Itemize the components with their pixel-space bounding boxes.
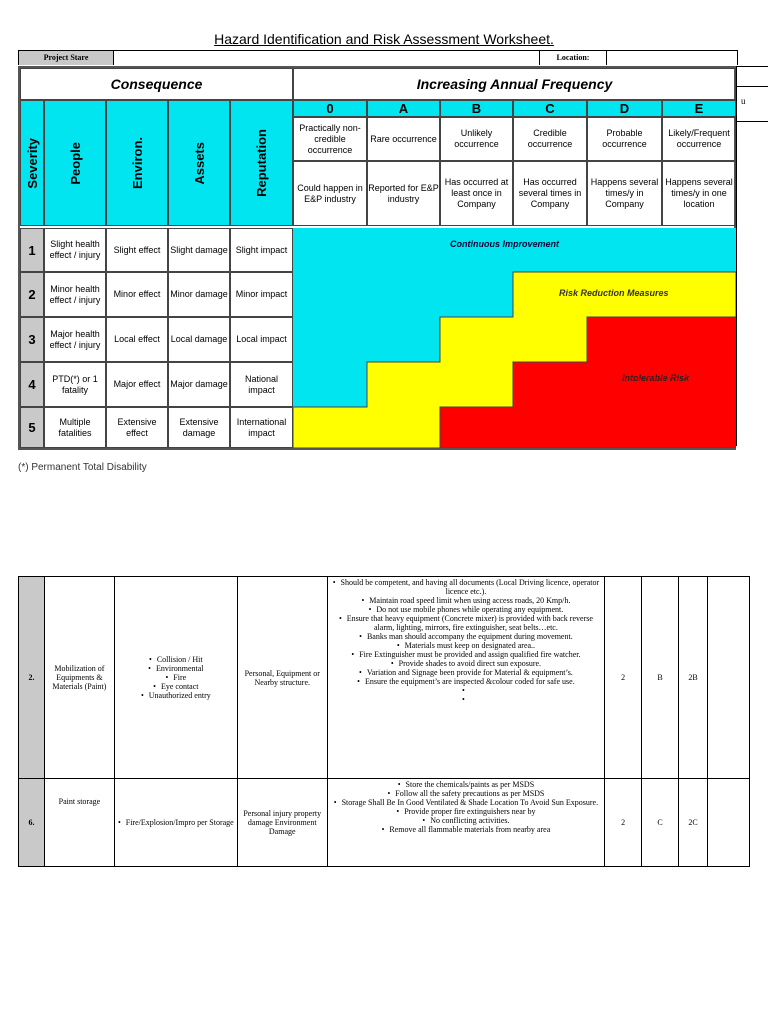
risk-cell: 2C — [679, 779, 708, 867]
row5-people: Multiple fatalities — [44, 407, 106, 448]
severity-2: 2 — [20, 272, 44, 317]
likelihood-cell: B — [642, 577, 679, 779]
freq-desc-a: Rare occurrence — [367, 117, 440, 161]
freq-desc-b: Unlikely occurrence — [440, 117, 513, 161]
hazard-item: • Environmental — [117, 664, 235, 673]
right-edge-strip — [736, 66, 768, 446]
freq-desc-0: Practically non-credible occurrence — [293, 117, 367, 161]
table-row — [19, 577, 750, 779]
control-item: • Store the chemicals/paints as per MSDS — [330, 780, 603, 789]
effects-cell: Personal, Equipment or Nearby structure. — [237, 577, 327, 779]
freq-detail-c: Has occurred several times in Company — [513, 161, 587, 226]
freq-detail-d: Happens several times/y in Company — [587, 161, 662, 226]
severity-cell: 2 — [605, 779, 642, 867]
risk-cell: 2B — [679, 577, 708, 779]
row3-reputation: Local impact — [230, 317, 293, 362]
likelihood-cell: C — [642, 779, 679, 867]
zone-label-reduction: Risk Reduction Measures — [559, 288, 669, 298]
control-item: • Fire Extinguisher must be provided and assign qualified fire watcher. — [330, 650, 603, 659]
freq-code-d: D — [587, 100, 662, 117]
row1-environ: Slight effect — [106, 228, 168, 272]
col-reputation-header — [230, 100, 293, 226]
freq-desc-d: Probable occurrence — [587, 117, 662, 161]
control-item — [330, 686, 603, 695]
control-item: • Ensure the equipment’s are inspected &colour coded for safe use. — [330, 677, 603, 686]
controls-list — [330, 578, 603, 704]
col-reputation-label: Reputation — [254, 129, 269, 197]
row4-assets: Major damage — [168, 362, 230, 407]
location-label: Location: — [539, 51, 607, 65]
consequence-header: Consequence — [20, 68, 293, 100]
severity-label: Severity — [24, 137, 40, 189]
severity-header — [20, 100, 44, 226]
row3-people: Major health effect / injury — [44, 317, 106, 362]
severity-cell: 2 — [605, 577, 642, 779]
strip-divider — [737, 86, 768, 87]
hazard-table — [18, 576, 750, 867]
row5-assets: Extensive damage — [168, 407, 230, 448]
freq-detail-0: Could happen in E&P industry — [293, 161, 367, 226]
row2-people: Minor health effect / injury — [44, 272, 106, 317]
col-people-label: People — [67, 141, 83, 185]
control-item: • Should be competent, and having all documents (Local Driving licence, operator licence etc.). — [330, 578, 603, 596]
controls-cell — [327, 577, 605, 779]
freq-code-a: A — [367, 100, 440, 117]
controls-list — [330, 780, 603, 834]
row2-environ: Minor effect — [106, 272, 168, 317]
control-item: • Ensure that heavy equipment (Concrete mixer) is provided with back reverse alarm, lighting, mirrors, fire extinguisher, seat belts…etc. — [330, 614, 603, 632]
side-tag: u — [741, 96, 746, 106]
hazard-list — [117, 655, 235, 700]
frequency-header: Increasing Annual Frequency — [293, 68, 736, 100]
effects-cell: Personal injury property damage Environment Damage — [237, 779, 327, 867]
control-item: • Banks man should accompany the equipment during movement. — [330, 632, 603, 641]
document-title: Hazard Identification and Risk Assessment Worksheet. — [214, 31, 554, 47]
control-item: • Provide proper fire extinguishers near by — [330, 807, 603, 816]
strip-divider — [737, 66, 768, 67]
control-item: • Provide shades to avoid direct sun exposure. — [330, 659, 603, 668]
row4-people: PTD(*) or 1 fatality — [44, 362, 106, 407]
control-item: • Materials must keep on designated area.. — [330, 641, 603, 650]
severity-1: 1 — [20, 228, 44, 272]
row-number: 6. — [19, 779, 45, 867]
activity-cell: Mobilization of Equipments & Materials (Paint) — [44, 577, 114, 779]
control-item: • Follow all the safety precautions as per MSDS — [330, 789, 603, 798]
hazard-item: • Unauthorized entry — [117, 691, 235, 700]
strip-divider — [737, 121, 768, 122]
severity-3: 3 — [20, 317, 44, 362]
row2-assets: Minor damage — [168, 272, 230, 317]
activity-cell: Paint storage — [44, 779, 114, 867]
freq-desc-c: Credible occurrence — [513, 117, 587, 161]
col-assets-label: Assets — [191, 141, 207, 185]
zone-label-continuous: Continuous Improvement — [450, 239, 560, 249]
project-label: Project Stare — [19, 51, 114, 65]
row5-environ: Extensive effect — [106, 407, 168, 448]
freq-desc-e: Likely/Frequent occurrence — [662, 117, 736, 161]
hazard-list — [117, 818, 235, 827]
row3-environ: Local effect — [106, 317, 168, 362]
footnote: (*) Permanent Total Disability — [18, 462, 147, 473]
row4-reputation: National impact — [230, 362, 293, 407]
empty-cell — [708, 779, 750, 867]
freq-code-e: E — [662, 100, 736, 117]
row2-reputation: Minor impact — [230, 272, 293, 317]
row-number: 2. — [19, 577, 45, 779]
control-item: • Remove all flammable materials from nearby area — [330, 825, 603, 834]
severity-5: 5 — [20, 407, 44, 448]
col-environ-label: Environ. — [129, 136, 145, 189]
control-item: • Storage Shall Be In Good Ventilated & Shade Location To Avoid Sun Exposure. — [330, 798, 603, 807]
controls-cell — [327, 779, 605, 867]
hazard-item: • Fire — [117, 673, 235, 682]
control-item: • Variation and Signage been provide for Material & equipment’s. — [330, 668, 603, 677]
row1-people: Slight health effect / injury — [44, 228, 106, 272]
freq-code-c: C — [513, 100, 587, 117]
risk-zone-map — [293, 228, 736, 448]
empty-cell — [708, 577, 750, 779]
freq-detail-b: Has occurred at least once in Company — [440, 161, 513, 226]
hazards-cell — [114, 779, 237, 867]
col-people-header — [44, 100, 106, 226]
col-environ-header — [106, 100, 168, 226]
hazard-item: • Collision / Hit — [117, 655, 235, 664]
hazard-item: • Eye contact — [117, 682, 235, 691]
freq-detail-e: Happens several times/y in one location — [662, 161, 736, 226]
risk-matrix — [18, 66, 736, 450]
hazard-item: • Fire/Explosion/Impro per Storage — [117, 818, 235, 827]
hazards-cell — [114, 577, 237, 779]
row3-assets: Local damage — [168, 317, 230, 362]
freq-code-0: 0 — [293, 100, 367, 117]
row4-environ: Major effect — [106, 362, 168, 407]
row1-reputation: Slight impact — [230, 228, 293, 272]
control-item: • Maintain road speed limit when using access roads, 20 Kmp/h. — [330, 596, 603, 605]
zone-label-intolerable: Intolerable Risk — [622, 373, 690, 383]
row5-reputation: International impact — [230, 407, 293, 448]
freq-code-b: B — [440, 100, 513, 117]
control-item: • No conflicting activities. — [330, 816, 603, 825]
freq-detail-a: Reported for E&P industry — [367, 161, 440, 226]
table-row — [19, 779, 750, 867]
row1-assets: Slight damage — [168, 228, 230, 272]
control-item — [330, 695, 603, 704]
col-assets-header — [168, 100, 230, 226]
project-location-strip — [18, 50, 738, 65]
control-item: • Do not use mobile phones while operating any equipment. — [330, 605, 603, 614]
severity-4: 4 — [20, 362, 44, 407]
